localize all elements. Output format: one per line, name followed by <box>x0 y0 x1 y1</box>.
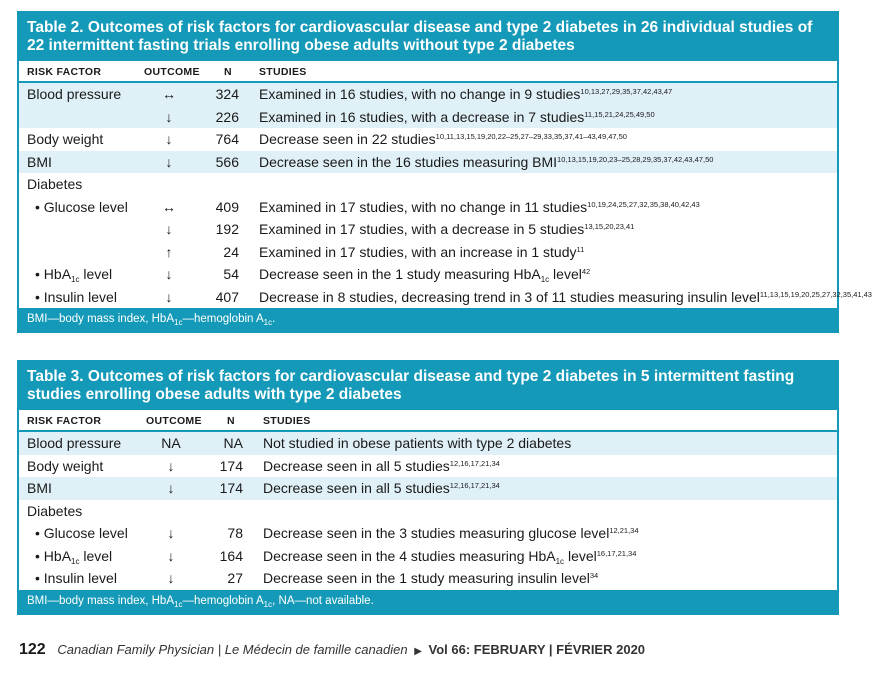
header-risk-factor: RISK FACTOR <box>27 66 102 78</box>
n-cell: NA <box>223 435 243 451</box>
risk-factor-cell: • Glucose level <box>35 198 128 215</box>
outcome-cell: ↓ <box>165 288 173 305</box>
risk-factor-cell: • Insulin level <box>35 288 117 305</box>
studies-cell: Decrease seen in the 1 study measuring insulin level$^{34}$ <box>263 570 599 586</box>
n-cell: 566 <box>215 153 239 170</box>
table-row <box>19 545 837 568</box>
n-cell: 324 <box>215 86 239 102</box>
reference-superscript: 11 <box>576 244 585 254</box>
studies-cell: Examined in 17 studies, with an increase in 1 study$^{11}$ <box>259 243 585 260</box>
header-n: N <box>227 415 235 427</box>
n-cell: 54 <box>223 266 239 282</box>
reference-superscript: 34 <box>589 571 599 580</box>
studies-cell: Decrease seen in all 5 studies$^{12,16,17,21,34}$ <box>263 480 500 496</box>
reference-superscript: 10,11,13,15,19,20,22–25,27–29,33,35,37,41–43,49,47,50 <box>435 132 627 141</box>
n-cell: 174 <box>219 480 243 496</box>
n-cell: 174 <box>219 457 243 474</box>
outcome-cell: ↓ <box>167 547 175 564</box>
n-cell: 192 <box>215 221 239 237</box>
risk-factor-cell: Body weight <box>27 131 104 147</box>
outcome-cell: ↑ <box>165 243 173 260</box>
n-cell: 24 <box>223 243 239 260</box>
table-2-footnote: BMI—body mass index, HbA$_{1c}$—hemoglobin $A_{1c}$. <box>19 308 837 331</box>
reference-superscript: 42 <box>581 267 591 276</box>
n-cell: 27 <box>227 570 243 586</box>
outcome-cell: ↓ <box>165 266 173 282</box>
risk-factor-cell: Blood pressure <box>27 86 122 102</box>
n-cell: 78 <box>227 525 243 541</box>
outcome-cell: ↓ <box>165 153 173 170</box>
table-3-caption: Outcomes of risk factors for cardiovascular disease and type 2 diabetes in 5 intermittent fasting studies enrolling obese adults with type 2 diabetes <box>27 368 795 403</box>
reference-superscript: 10,13,27,29,35,37,42,43,47 <box>580 87 673 96</box>
table-row <box>19 567 837 590</box>
outcome-cell: ↓ <box>167 570 175 586</box>
reference-superscript: 13,15,20,23,41 <box>584 222 635 231</box>
studies-cell: Examined in 17 studies, with no change in 11 studies$^{10,19,24,25,27,32,35,38,40,42,43}$ <box>259 198 700 215</box>
reference-superscript: 11,15,21,24,25,49,50 <box>584 109 655 119</box>
volume-issue: Vol 66: FEBRUARY | FÉVRIER 2020 <box>428 642 646 657</box>
studies-cell: Not studied in obese patients with type 2 diabetes <box>263 435 572 451</box>
reference-superscript: 10,19,24,25,27,32,35,38,40,42,43 <box>587 199 700 209</box>
table-row <box>19 522 837 545</box>
studies-cell: Examined in 16 studies, with no change in 9 studies$^{10,13,27,29,35,37,42,43,47}$ <box>259 86 673 102</box>
reference-superscript: 16,17,21,34 <box>596 548 637 558</box>
table-3-title <box>19 362 837 410</box>
risk-factor-cell: BMI <box>27 480 52 496</box>
outcome-cell: ↔ <box>162 86 176 102</box>
table-3-header <box>19 410 837 432</box>
studies-cell: Decrease seen in the 3 studies measuring glucose level$^{12,21,34}$ <box>263 525 639 541</box>
header-risk-factor: RISK FACTOR <box>27 415 102 427</box>
table-row <box>19 128 837 151</box>
risk-factor-cell: Diabetes <box>27 176 83 192</box>
table-2-caption: Outcomes of risk factors for cardiovascular disease and type 2 diabetes in 26 individual studies of 22 intermittent fasting trials enrolling obese adults without type 2 diabetes <box>27 19 813 54</box>
table-2-header <box>19 61 837 83</box>
table-2-label: Table 2. <box>27 19 84 36</box>
studies-cell: Decrease seen in the 16 studies measuring BMI$^{10,13,15,19,20,23-25,28,29,35,37,42,43,47,50}$ <box>259 153 714 170</box>
outcome-cell: ↓ <box>167 525 175 541</box>
risk-factor-cell: Diabetes <box>27 502 83 519</box>
risk-factor-cell: BMI <box>27 153 52 170</box>
outcome-cell: ↓ <box>165 221 173 237</box>
n-cell: 164 <box>219 547 243 564</box>
studies-cell: Decrease seen in 22 studies$^{10,11,13,15,19,20,22-25,27-29,33,35,37,41-43,49,47,50}$ <box>259 131 627 147</box>
table-row <box>19 263 837 286</box>
risk-factor-cell: • Glucose level <box>35 525 128 541</box>
risk-factor-cell: • HbA$_{1c}$ level <box>35 266 113 284</box>
header-n: N <box>224 66 232 78</box>
table-row <box>19 173 837 196</box>
n-cell: 409 <box>215 198 239 215</box>
table-2 <box>17 11 872 333</box>
studies-cell: Examined in 16 studies, with a decrease in 7 studies$^{11,15,21,24,25,49,50}$ <box>259 108 655 125</box>
header-outcome: OUTCOME <box>144 66 200 78</box>
reference-superscript: 11,13,15,19,20,25,27,32,35,41,43 <box>759 289 872 299</box>
table-row <box>19 286 872 309</box>
table-row <box>19 83 837 106</box>
table-row <box>19 196 837 219</box>
studies-cell: Examined in 17 studies, with a decrease in 5 studies$^{13,15,20,23,41}$ <box>259 221 635 237</box>
outcome-cell: ↔ <box>162 198 176 215</box>
header-studies: STUDIES <box>263 415 311 427</box>
table-3-label: Table 3. <box>27 368 84 385</box>
risk-factor-cell: Blood pressure <box>27 435 122 451</box>
header-outcome: OUTCOME <box>146 415 202 427</box>
table-row <box>19 477 837 500</box>
risk-factor-cell: Body weight <box>27 457 104 474</box>
table-row <box>19 455 837 478</box>
reference-superscript: 12,21,34 <box>609 526 639 535</box>
table-2-title <box>19 13 837 61</box>
page-footer <box>19 641 645 659</box>
table-3-body <box>19 432 837 590</box>
reference-superscript: 12,16,17,21,34 <box>449 458 500 468</box>
table-row <box>19 241 837 264</box>
studies-cell: Decrease in 8 studies, decreasing trend in 3 of 11 studies measuring insulin level$^{11,13,15,19,20,25,27,32,35,41,43}$ <box>259 288 872 305</box>
table-3 <box>17 360 839 615</box>
risk-factor-cell: • Insulin level <box>35 570 117 586</box>
outcome-cell: NA <box>161 435 181 451</box>
outcome-cell: ↓ <box>167 457 175 474</box>
studies-cell: Decrease seen in the 1 study measuring HbA$_{1c}$ level$^{42}$ <box>259 266 591 284</box>
outcome-cell: ↓ <box>165 108 173 125</box>
page-number: 122 <box>19 641 46 658</box>
table-2-body <box>19 83 872 308</box>
n-cell: 226 <box>215 108 239 125</box>
risk-factor-cell: • HbA$_{1c}$ level <box>35 547 113 566</box>
reference-superscript: 10,13,15,19,20,23–25,28,29,35,37,42,43,47,50 <box>557 154 714 164</box>
table-row <box>19 218 837 241</box>
studies-cell: Decrease seen in the 4 studies measuring HbA$_{1c}$ level$^{16,17,21,34}$ <box>263 547 637 566</box>
table-row <box>19 432 837 455</box>
header-studies: STUDIES <box>259 66 307 78</box>
table-row <box>19 500 837 523</box>
studies-cell: Decrease seen in all 5 studies$^{12,16,17,21,34}$ <box>263 457 500 474</box>
table-3-footnote: BMI—body mass index, HbA$_{1c}$—hemoglobin $A_{1c}$, NA—not available. <box>19 590 837 613</box>
outcome-cell: ↓ <box>167 480 175 496</box>
reference-superscript: 12,16,17,21,34 <box>449 481 500 490</box>
journal-name: Canadian Family Physician | Le Médecin de famille canadien <box>57 642 408 657</box>
table-row <box>19 151 837 174</box>
outcome-cell: ↓ <box>165 131 173 147</box>
n-cell: 407 <box>215 288 239 305</box>
n-cell: 764 <box>215 131 239 147</box>
table-row <box>19 106 837 129</box>
triangle-icon: ▶ <box>414 646 422 657</box>
